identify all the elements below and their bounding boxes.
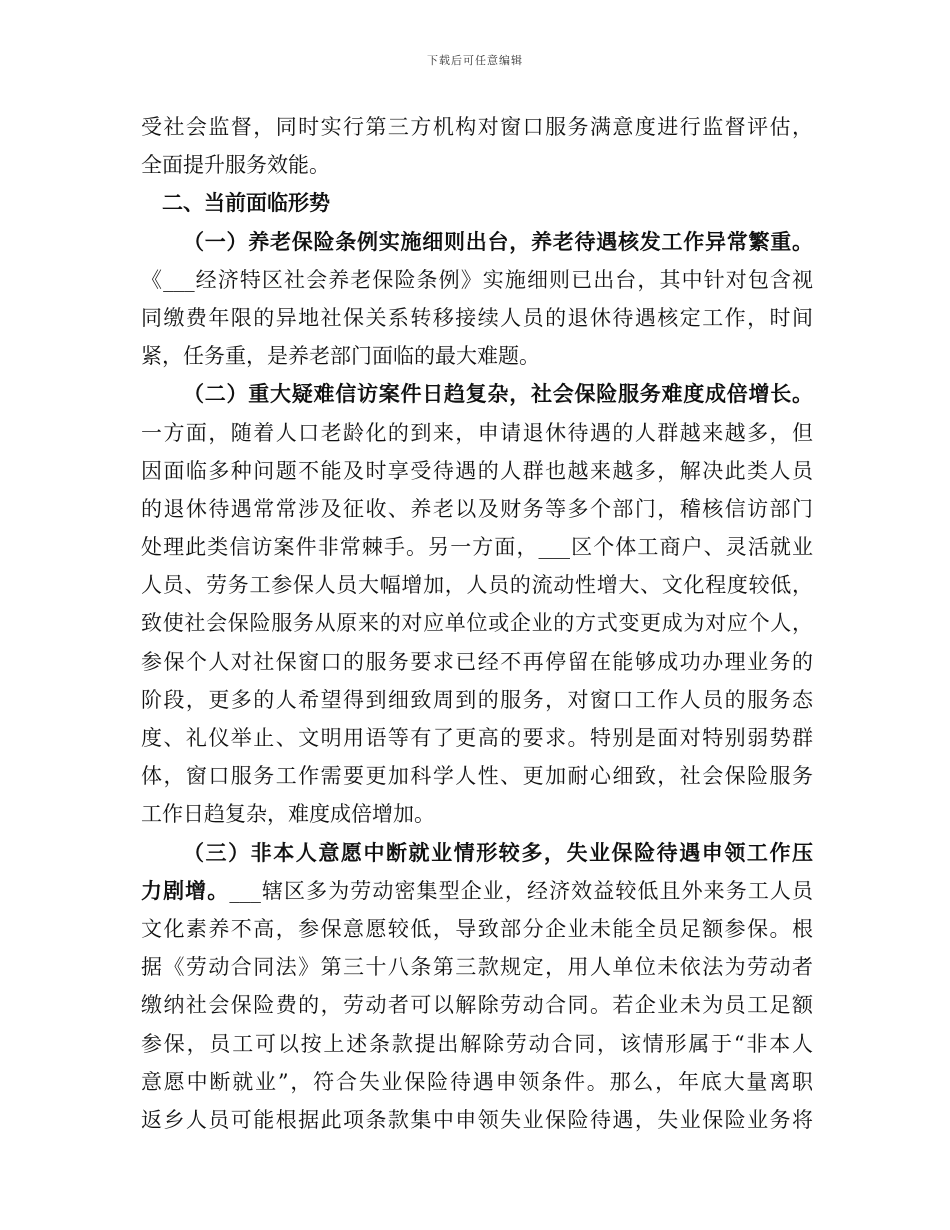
section-heading-line: 二、当前面临形势 (162, 190, 330, 216)
body-text-line: 据《劳动合同法》第三十八条第三款规定，用人单位未依法为劳动者 (141, 955, 813, 980)
body-text-line: 人员、劳务工参保人员大幅增加，人员的流动性增大、文化程度较低， (141, 573, 813, 598)
section-heading-line: （三）非本人意愿中断就业情形较多，失业保险待遇申领工作压 (183, 839, 813, 865)
body-text-line: 缴纳社会保险费的，劳动者可以解除劳动合同。若企业未为员工足额 (141, 993, 813, 1018)
body-text-line: 参保，员工可以按上述条款提出解除劳动合同，该情形属于“非本人 (141, 1031, 813, 1056)
bold-text-span: 力剧增。 (141, 877, 230, 903)
document-body (141, 108, 813, 1139)
body-text-line: 致使社会保险服务从原来的对应单位或企业的方式变更成为对应个人， (141, 611, 813, 636)
page-header: 下载后可任意编辑 (427, 54, 523, 67)
body-text-line: 参保个人对社保窗口的服务要求已经不再停留在能够成功办理业务的 (141, 649, 813, 674)
body-text-line: 《___经济特区社会养老保险条例》实施细则已出台，其中针对包含视 (141, 267, 813, 292)
body-text-line: 的退休待遇常常涉及征收、养老以及财务等多个部门，稽核信访部门 (141, 496, 813, 521)
body-text-line: 工作日趋复杂，难度成倍增加。 (141, 802, 435, 827)
body-text-line: 文化素养不高，参保意愿较低，导致部分企业未能全员足额参保。根 (141, 916, 813, 941)
section-heading-line: （二）重大疑难信访案件日趋复杂，社会保险服务难度成倍增长。 (183, 381, 813, 407)
body-text-line: 意愿中断就业”，符合失业保险待遇申领条件。那么，年底大量离职 (141, 1069, 813, 1094)
body-text-line: 一方面，随着人口老龄化的到来，申请退休待遇的人群越来越多，但 (141, 420, 813, 445)
body-text-line: 因面临多种问题不能及时享受待遇的人群也越来越多，解决此类人员 (141, 458, 813, 483)
section-heading-line: （一）养老保险条例实施细则出台，养老待遇核发工作异常繁重。 (183, 228, 813, 254)
body-text-line: 度、礼仪举止、文明用语等有了更高的要求。特别是面对特别弱势群 (141, 726, 813, 750)
body-text-line (141, 872, 813, 910)
body-text-line: 同缴费年限的异地社保关系转移接续人员的退休待遇核定工作，时间 (141, 305, 813, 330)
body-text-line: 阶段，更多的人希望得到细致周到的服务，对窗口工作人员的服务态 (141, 687, 813, 712)
body-text-line: 返乡人员可能根据此项条款集中申领失业保险待遇，失业保险业务将 (141, 1107, 813, 1132)
body-text-line: 受社会监督，同时实行第三方机构对窗口服务满意度进行监督评估， (141, 115, 813, 139)
body-text-line: 处理此类信访案件非常棘手。另一方面，___区个体工商户、灵活就业 (141, 535, 813, 560)
normal-text-span: ___辖区多为劳动密集型企业，经济效益较低且外来务工人员 (229, 878, 814, 903)
body-text-line: 体，窗口服务工作需要更加科学人性、更加耐心细致，社会保险服务 (141, 764, 813, 789)
body-text-line: 全面提升服务效能。 (141, 153, 330, 178)
body-text-line: 紧，任务重，是养老部门面临的最大难题。 (141, 344, 540, 369)
